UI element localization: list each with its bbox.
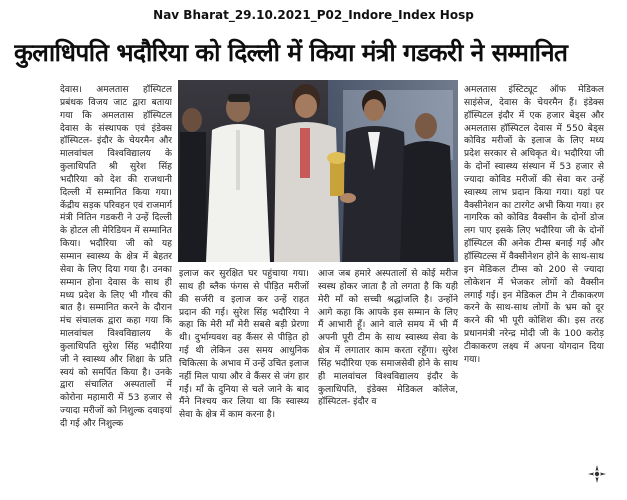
end-mark-icon: [587, 464, 607, 484]
article-column-4: [464, 84, 604, 484]
headline: कुलाधिपति भदौरिया को दिल्ली में किया मंत्री गडकरी ने सम्मानित: [14, 38, 568, 67]
clipping-caption: Nav Bharat_29.10.2021_P02_Indore_Index Hosp: [153, 8, 474, 22]
article-column-3: [318, 268, 458, 484]
photo-illustration: [178, 80, 458, 262]
column-2-text: इलाज कर सुरक्षित घर पहुंचाया गया। साथ ही ब्लैक फंगस से पीड़ित मरीजों की सर्जरी व इलाज कर उन्हें राहत प्रदान की गई। सुरेश सिंह भदौरिया ने कहा कि मेरी माँ मेरी सबसे बड़ी प्रेरणा थी। दुर्भाग्यवश वह कैंसर से पीड़ित हो गई थी लेकिन उस समय आधुनिक चिकित्सा के अभाव में उन्हें उचित इलाज नहीं मिल पाया और वे कैंसर से जंग हार गईं। माँ के दुनिया से चले जाने के बाद मैंने निश्चय कर लिया था कि स्वास्थ्य सेवा के क्षेत्र में काम करना है।: [179, 269, 309, 421]
article-column-2: [179, 268, 309, 484]
article-column-1: [60, 84, 172, 484]
award-ceremony-photo: [178, 80, 458, 262]
column-3-text: आज जब हमारे अस्पतालों से कोई मरीज स्वस्थ होकर जाता है तो लगता है कि यही मेरी माँ को सच्ची श्रद्धांजलि है। उन्होंने आगे कहा कि आपके इस सम्मान के लिए मैं आभारी हूँ। आने वाले समय में भी मैं अपनी पूरी टीम के साथ स्वास्थ्य सेवा के क्षेत्र में लगातार काम करता रहूँगा। सुरेश सिंह भदौरिया एक समाजसेवी होने के साथ ही मालवांचल विश्वविद्यालय इंदौर के कुलाधिपति, इंडेक्स मेडिकल कॉलेज, हॉस्पिटल- इंदौर व: [318, 269, 458, 408]
column-4-text: अमलतास इंस्टिट्यूट ऑफ मेडिकल साइंसेज, देवास के चेयरमैन हैं। इंडेक्स हॉस्पिटल इंदौर में एक हजार बेड्स और अमलतास हॉस्पिटल देवास में 550 बेड्स कोविड मरीजों के इलाज के लिए मध्य प्रदेश सरकार से अधिकृत थे। भदौरिया जी के दोनों स्वास्थ्य संस्थान में 53 हजार से ज्यादा कोविड मरीजों की सेवा कर उन्हें स्वास्थ्य लाभ प्रदान किया गया। यहां पर वैक्सीनेशन का टारगेट अभी किया गया। हर नागरिक को कोविड वैक्सीन के दोनों डोज लग पाए इसके लिए भदौरिया जी के दोनों हॉस्पिटल की अनेक टीम्स बनाई गई और हॉस्पिटल्स में वैक्सीनेशन होने के साथ-साथ इन मेडिकल टीम्स को 200 से ज्यादा लोकेशन में भेजकर लोगों को वैक्सीन लगाई गई। इन मेडिकल टीम ने टीकाकरण करने के साथ-साथ लोगों के भ्रम को दूर करने की भी पूरी कोशिश की। इस तरह प्रधानमंत्री नरेन्द्र मोदी जी के 100 करोड़ टीकाकरण लक्ष्य में अपना योगदान दिया गया।: [464, 85, 604, 365]
column-1-text: देवास। अमलतास हॉस्पिटल प्रबंधक विजय जाट द्वारा बताया गया कि अमलतास हॉस्पिटल देवास के संस्थापक एवं इंडेक्स हॉस्पिटल- इंदौर के चेयरमैन और मालवांचल विश्वविद्यालय के कुलाधिपति श्री सुरेश सिंह भदौरिया को देश की राजधानी दिल्ली में सम्मानित किया गया। केंद्रीय सड़क परिवहन एवं राजमार्ग मंत्री नितिन गडकरी ने उन्हें दिल्ली के होटल ली मेरिडियन में सम्मानित किया। भदौरिया जी को यह सम्मान स्वास्थ्य के क्षेत्र में बेहतर सेवा के लिए दिया गया है। उनका सम्मान होना देवास के साथ ही मध्य प्रदेश के लिए भी गौरव की बात है। सम्मानित करने के दौरान मंच संचालक द्वारा कहा गया कि मालवांचल विश्वविद्यालय के कुलाधिपति सुरेश सिंह भदौरिया जी ने स्वास्थ्य और शिक्षा के प्रति स्वयं को समर्पित किया है। उनके द्वारा संचालित अस्पतालों में कोरोना महामारी में 53 हजार से ज्यादा मरीजों को निशुल्क दवाइयां दी गई और निशुल्क: [60, 85, 172, 429]
